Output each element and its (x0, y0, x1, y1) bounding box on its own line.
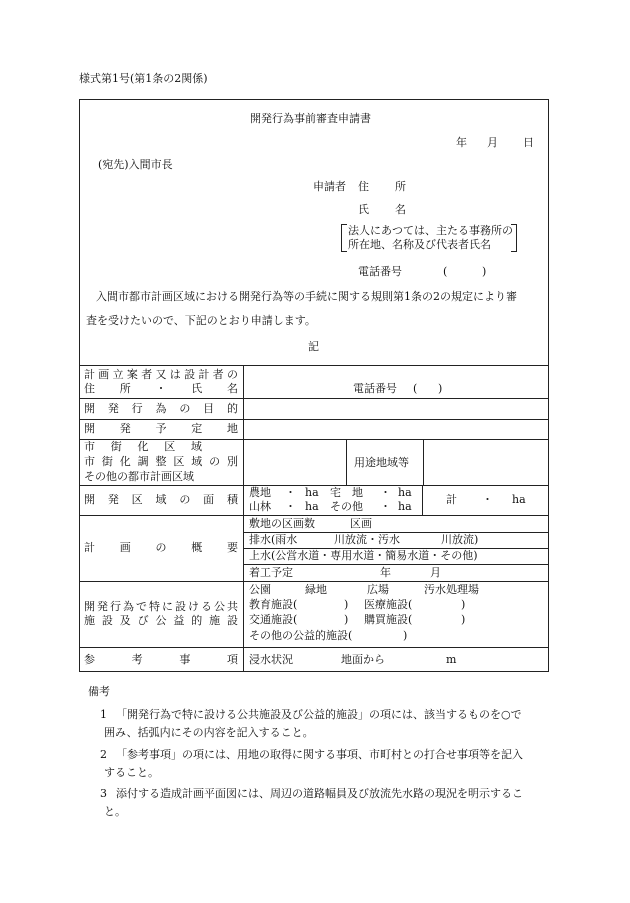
note-3-line1: 添付する造成計画平面図には、周辺の道路幅員及び放流先水路の現況を明示するこ (116, 787, 523, 800)
note-2-line1: 「参考事項」の項には、用地の取得に関する事項、市町村との打合せ事項等を記入 (116, 748, 523, 761)
pf-close-paren: ) (344, 613, 349, 626)
pf-green: 緑地 (305, 583, 327, 596)
reference-flood: 浸水状況 (249, 653, 293, 666)
applicant-phone-label: 電話番号 (358, 265, 402, 278)
pf-square: 広場 (367, 583, 389, 596)
pf-medical: 医療施設( (364, 598, 413, 611)
addressee: (宛先)入間市長 (98, 158, 173, 171)
form-number: 様式第1号(第1条の2関係) (79, 72, 208, 85)
planner-label-line2: 住 所 ・ 氏 名 (84, 382, 238, 395)
form-title: 開発行為事前審査申請書 (250, 112, 371, 125)
row-rule (79, 581, 549, 582)
row-rule (79, 647, 549, 648)
notes-heading: 備考 (88, 685, 110, 698)
pf-transport: 交通施設( (249, 613, 298, 626)
overview-start-year: 年 (380, 566, 391, 579)
zone-label-line1: 市 街 化 区 域 (84, 440, 202, 453)
pf-education: 教育施設( (249, 598, 298, 611)
applicant-address-label: 住 所 (358, 180, 406, 193)
overview-water-supply: 上水(公営水道・専用水道・簡易水道・その他) (249, 549, 478, 562)
reference-label: 参 考 事 項 (84, 653, 238, 666)
planner-phone-open: ( (413, 382, 418, 395)
area-other: その他 (330, 500, 363, 513)
area-unit: ha (305, 486, 319, 499)
overview-lots: 敷地の区画数 (249, 517, 315, 530)
public-facilities-label-line2: 施 設 及 び 公 益 的 施 設 (84, 614, 238, 627)
applicant-name-label: 氏 名 (358, 203, 406, 216)
area-unit: ha (512, 493, 526, 506)
pf-other: その他の公益的施設( (249, 629, 353, 642)
public-facilities-label-line1: 開 発 行 為 で 特 に 設 け る 公 共 (84, 600, 238, 613)
pf-close-paren: ) (461, 598, 466, 611)
pf-close-paren: ) (403, 629, 408, 642)
corporate-note-line1: 法人にあつては、主たる事務所の (348, 224, 513, 237)
table-top-rule (79, 365, 549, 366)
applicant-label: 申請者 (313, 180, 346, 193)
overview-drainage: 排水(雨水 (249, 533, 298, 546)
area-dot: ・ (285, 486, 296, 499)
corporate-note-line2: 所在地、名称及び代表者氏名 (348, 238, 491, 251)
planner-phone-close: ) (438, 382, 443, 395)
zone-divider (346, 439, 347, 485)
land-use-label: 用途地域等 (354, 456, 409, 469)
area-unit: ha (398, 486, 412, 499)
date-day: 日 (523, 136, 534, 149)
phone-close-paren: ) (482, 265, 487, 278)
area-dot: ・ (482, 493, 493, 506)
area-forest: 山林 (249, 500, 271, 513)
overview-drainage-3: 川放流) (441, 533, 479, 546)
reference-from-ground: 地面から (341, 653, 385, 666)
sub-row-rule (243, 564, 549, 565)
note-3-number: 3 (100, 787, 107, 800)
area-farmland: 農地 (249, 486, 271, 499)
body-text-line1: 入間市都市計画区域における開発行為等の手続に関する規則第1条の2の規定により審 (96, 290, 517, 303)
note-2-line2: すること。 (104, 766, 159, 779)
phone-open-paren: ( (443, 265, 448, 278)
pf-close-paren: ) (461, 613, 466, 626)
area-dot: ・ (285, 500, 296, 513)
planner-phone-label: 電話番号 (353, 382, 397, 395)
overview-drainage-2: 川放流・汚水 (334, 533, 400, 546)
ki-heading: 記 (308, 340, 319, 353)
zone-label-line2: 市 街 化 調 整 区 域 の 別 (84, 455, 238, 468)
overview-label: 計 画 の 概 要 (84, 541, 238, 554)
area-unit: ha (305, 500, 319, 513)
area-unit: ha (398, 500, 412, 513)
note-1-line2: 囲み、括弧内にその内容を記入すること。 (104, 726, 314, 739)
note-1-line1: 「開発行為で特に設ける公共施設及び公益的施設」の項には、該当するものを○で (116, 708, 522, 721)
overview-lots-unit: 区画 (350, 517, 372, 530)
reference-unit: m (446, 653, 457, 666)
area-total-label: 計 (446, 493, 457, 506)
pf-shopping: 購買施設( (364, 613, 413, 626)
area-divider (422, 485, 423, 515)
body-text-line2: 査を受けたいので、下記のとおり申請します。 (86, 314, 316, 327)
pf-sewage: 汚水処理場 (424, 583, 479, 596)
area-dot: ・ (380, 486, 391, 499)
overview-start-month: 月 (430, 566, 441, 579)
area-dot: ・ (380, 500, 391, 513)
date-year: 年 (456, 136, 467, 149)
label-column-divider (243, 365, 244, 672)
note-1-number: 1 (100, 708, 107, 721)
planner-label-line1: 計 画 立 案 者 又 は 設 計 者 の (84, 368, 238, 381)
note-3-line2: と。 (104, 805, 126, 818)
note-2-number: 2 (100, 748, 107, 761)
overview-start: 着工予定 (249, 566, 293, 579)
row-rule (79, 515, 549, 516)
row-rule (79, 419, 549, 420)
zone-divider (423, 439, 424, 485)
site-label: 開 発 予 定 地 (84, 422, 238, 435)
purpose-label: 開 発 行 為 の 目 的 (84, 402, 238, 415)
pf-close-paren: ) (344, 598, 349, 611)
date-month: 月 (487, 136, 498, 149)
area-label: 開 発 区 域 の 面 積 (84, 493, 238, 506)
bracket-left (341, 224, 347, 252)
pf-park: 公園 (249, 583, 271, 596)
zone-label-line3: その他の都市計画区域 (84, 470, 194, 483)
area-residential: 宅 地 (330, 486, 363, 499)
row-rule (79, 398, 549, 399)
